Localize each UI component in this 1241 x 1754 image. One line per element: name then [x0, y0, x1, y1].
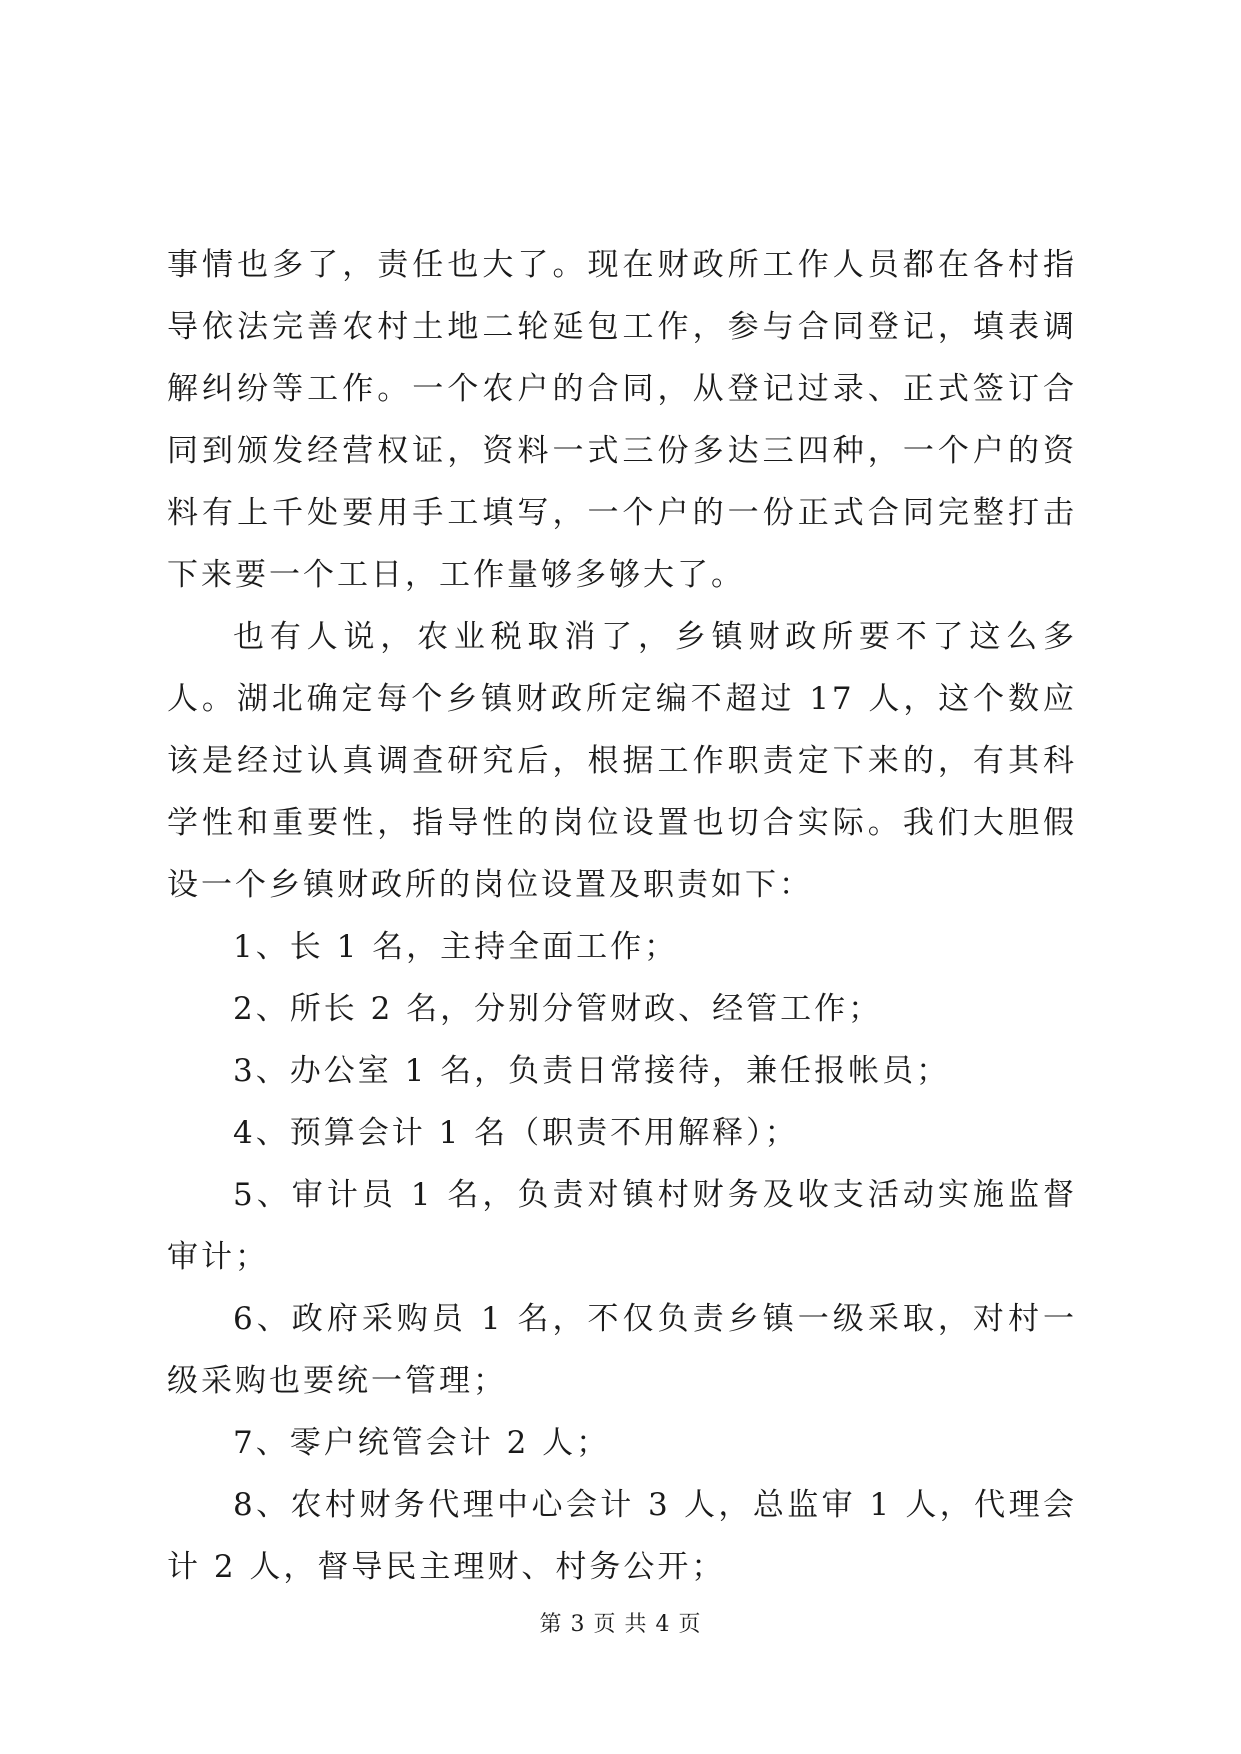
- page-footer: [0, 1610, 1241, 1640]
- document-body: [167, 234, 1077, 1598]
- list-item-1: 1、长 1 名，主持全面工作；: [233, 929, 679, 965]
- list-item-3: 3、办公室 1 名，负责日常接待，兼任报帐员；: [233, 1053, 951, 1089]
- list-item-6: 6、政府采购员 1 名，不仅负责乡镇一级采取，对村一级采购也要统一管理；: [167, 1301, 1077, 1399]
- paragraph-1: 事情也多了，责任也大了。现在财政所工作人员都在各村指导依法完善农村土地二轮延包工作，参与合同登记，填表调解纠纷等工作。一个农户的合同，从登记过录、正式签订合同到颁发经营权证，资料一式三份多达三四种，一个户的资料有上千处要用手工填写，一个户的一份正式合同完整打击下来要一个工日，工作量够多够大了。: [167, 247, 1077, 593]
- list-item-7: 7、零户统管会计 2 人；: [233, 1425, 611, 1461]
- list-item-5: 5、审计员 1 名，负责对镇村财务及收支活动实施监督审计；: [167, 1177, 1077, 1275]
- page-number-label: 第 3 页 共 4 页: [539, 1612, 702, 1637]
- list-item-8: 8、农村财务代理中心会计 3 人，总监审 1 人，代理会计 2 人，督导民主理财、村务公开；: [167, 1487, 1077, 1585]
- list-item-2: 2、所长 2 名，分别分管财政、经管工作；: [233, 991, 883, 1027]
- list-item-4: 4、预算会计 1 名（职责不用解释）；: [233, 1115, 799, 1151]
- paragraph-2: 也有人说，农业税取消了，乡镇财政所要不了这么多人。湖北确定每个乡镇财政所定编不超过 17 人，这个数应该是经过认真调查研究后，根据工作职责定下来的，有其科学性和重要性，指导性的岗位设置也切合实际。我们大胆假设一个乡镇财政所的岗位设置及职责如下：: [167, 619, 1077, 903]
